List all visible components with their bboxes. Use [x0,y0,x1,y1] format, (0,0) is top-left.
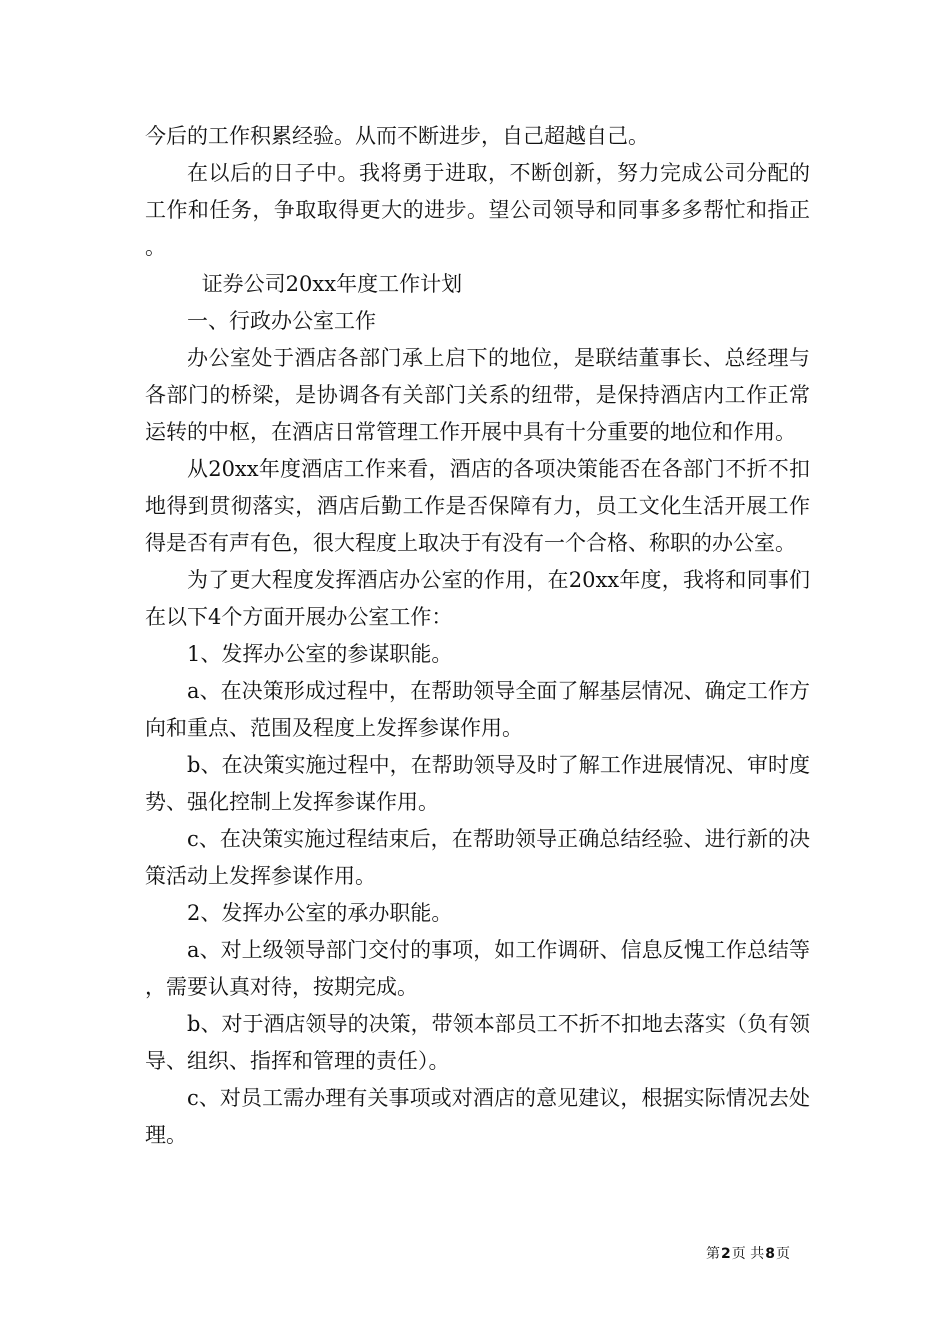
footer-prefix: 第 [706,1246,720,1262]
page-footer [706,1244,790,1264]
list-item: a、对上级领导部门交付的事项，如工作调研、信息反愧工作总结等，需要认真对待，按期完成。 [145,938,810,999]
current-page-number: 2 [721,1246,731,1262]
list-item: a、在决策形成过程中，在帮助领导全面了解基层情况、确定工作方向和重点、范围及程度上发挥参谋作用。 [145,679,810,740]
list-item: c、对员工需办理有关事项或对酒店的意见建议，根据实际情况去处理。 [145,1086,810,1147]
paragraph: 办公室处于酒店各部门承上启下的地位，是联结董事长、总经理与各部门的桥梁，是协调各有关部门关系的纽带，是保持酒店内工作正常运转的中枢，在酒店日常管理工作开展中具有十分重要的地位和作用。 [145,346,810,444]
list-item: b、对于酒店领导的决策，带领本部员工不折不扣地去落实（负有领导、组织、指挥和管理的责任）。 [145,1012,810,1073]
list-item: b、在决策实施过程中，在帮助领导及时了解工作进展情况、审时度势、强化控制上发挥参谋作用。 [145,753,810,814]
list-heading: 2、发挥办公室的承办职能。 [187,901,453,925]
section-title: 证券公司20xx年度工作计划 [201,272,463,296]
paragraph: 今后的工作积累经验。从而不断进步，自己超越自己。 [145,124,649,148]
list-item: c、在决策实施过程结束后，在帮助领导正确总结经验、进行新的决策活动上发挥参谋作用。 [145,827,810,888]
paragraph: 在以后的日子中。我将勇于进取，不断创新，努力完成公司分配的工作和任务，争取取得更大的进步。望公司领导和同事多多帮忙和指正。 [145,161,810,259]
footer-middle: 页 共 [731,1246,765,1262]
section-heading: 一、行政办公室工作 [187,309,376,333]
paragraph: 为了更大程度发挥酒店办公室的作用，在20xx年度，我将和同事们在以下4个方面开展办公室工作： [145,568,810,629]
list-heading: 1、发挥办公室的参谋职能。 [187,642,453,666]
document-body [145,118,810,1154]
paragraph: 从20xx年度酒店工作来看，酒店的各项决策能否在各部门不折不扣地得到贯彻落实，酒店后勤工作是否保障有力，员工文化生活开展工作得是否有声有色，很大程度上取决于有没有一个合格、称职的办公室。 [145,457,810,555]
footer-suffix: 页 [775,1246,790,1262]
total-pages-number: 8 [765,1246,775,1262]
